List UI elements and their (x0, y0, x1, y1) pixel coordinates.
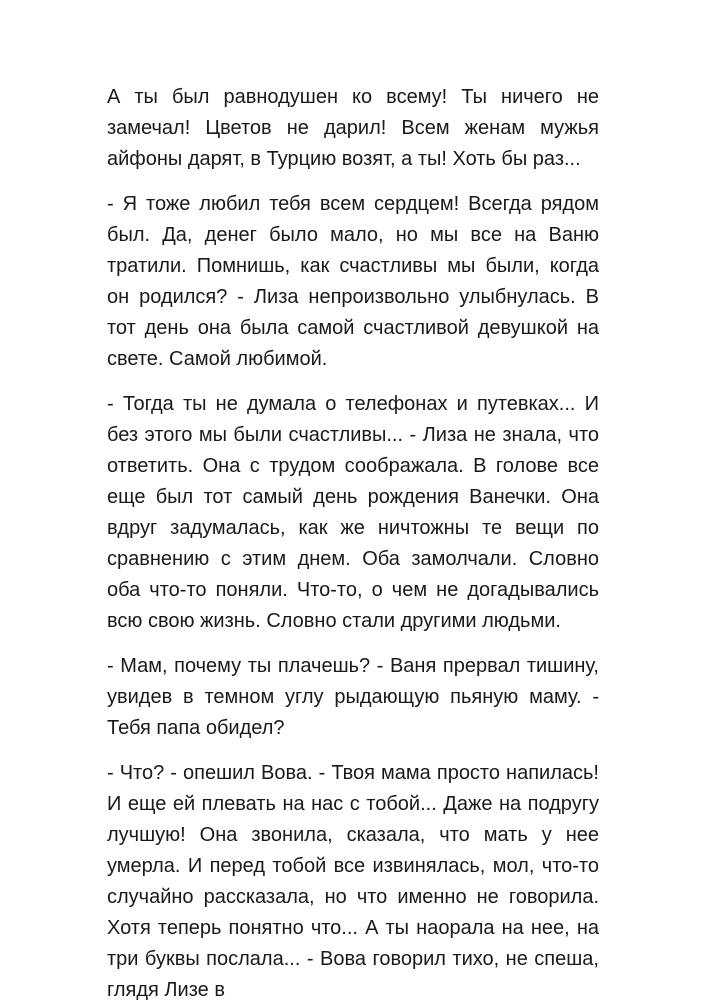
body-paragraph: - Я тоже любил тебя всем сердцем! Всегда рядом был. Да, денег было мало, но мы все на Ваню тратили. Помнишь, как счастливы мы были, когда он родился? - Лиза непроизвольно улыбнулась. В тот день она была самой счастливой девушкой на свете. Самой любимой. (107, 193, 599, 370)
body-paragraph: - Мам, почему ты плачешь? - Ваня прервал тишину, увидев в темном углу рыдающую пьяную маму. - Тебя папа обидел? (107, 655, 599, 739)
text-column (107, 82, 599, 1006)
body-paragraph: - Что? - опешил Вова. - Твоя мама просто напилась! И еще ей плевать на нас с тобой... Даже на подругу лучшую! Она звонила, сказала, что мать у нее умерла. И перед тобой все извинялась, мол, что-то случайно рассказала, но что именно не говорила. Хотя теперь понятно что... А ты наорала на нее, на три буквы послала... - Вова говорил тихо, не спеша, глядя Лизе в (107, 762, 599, 1001)
body-paragraph: А ты был равнодушен ко всему! Ты ничего не замечал! Цветов не дарил! Всем женам мужья айфоны дарят, в Турцию возят, а ты! Хоть бы раз... (107, 86, 599, 170)
body-paragraph: - Тогда ты не думала о телефонах и путевках... И без этого мы были счастливы... - Лиза не знала, что ответить. Она с трудом соображала. В голове все еще был тот самый день рождения Ванечки. Она вдруг задумалась, как же ничтожны те вещи по сравнению с этим днем. Оба замолчали. Словно оба что-то поняли. Что-то, о чем не догадывались всю свою жизнь. Словно стали другими людьми. (107, 393, 599, 632)
